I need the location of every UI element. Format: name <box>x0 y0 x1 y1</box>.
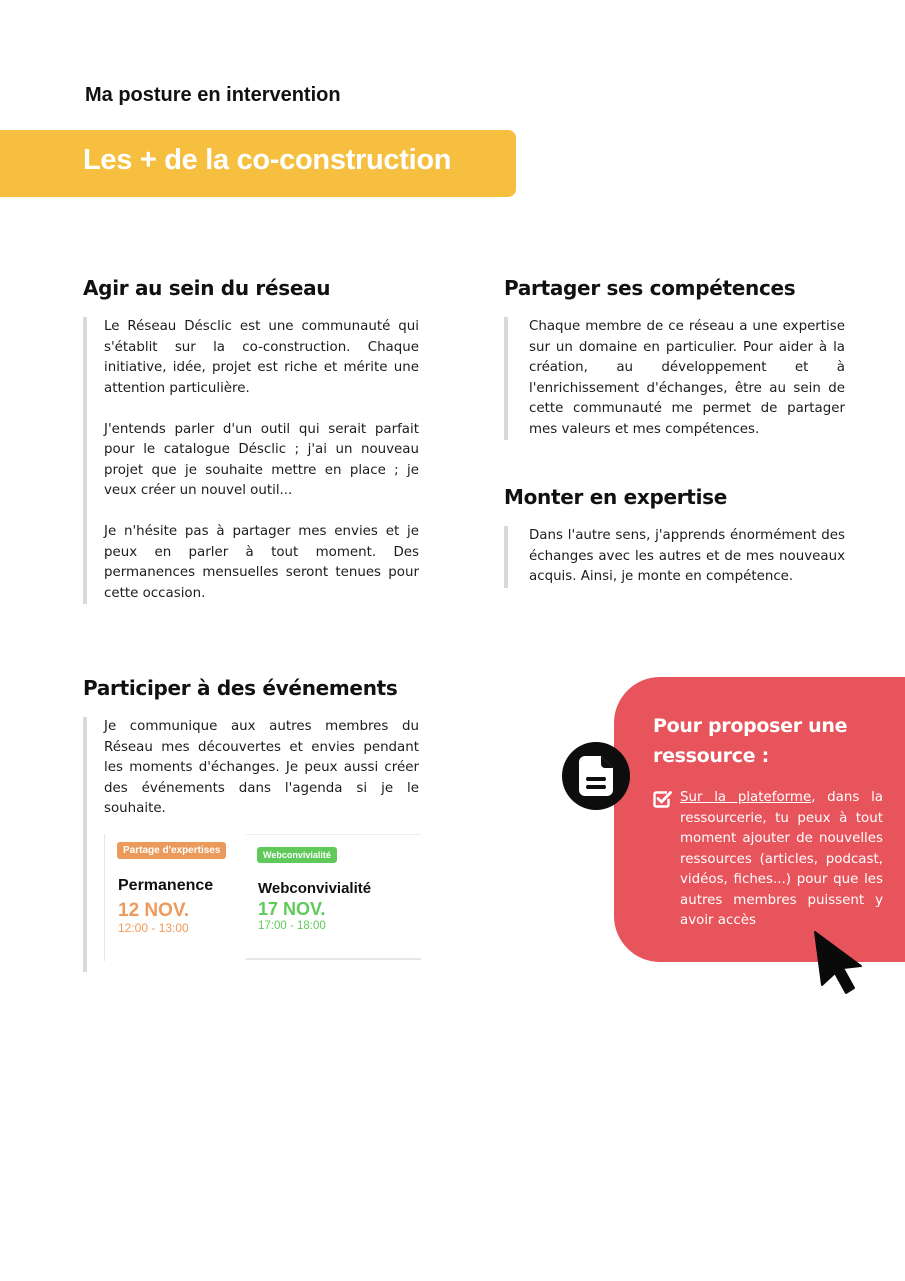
cursor-arrow-icon <box>812 930 864 996</box>
page-title: Les + de la co-construction <box>83 144 452 176</box>
section-partager <box>504 276 845 440</box>
paragraph: Je n'hésite pas à partager mes envies et je peux en parler à tout moment. Des permanences mensuelles seront tenues pour cette occasion. <box>104 524 419 601</box>
section-monter <box>504 485 845 588</box>
event-time: 17:00 - 18:00 <box>258 919 326 932</box>
document-icon <box>579 756 613 796</box>
event-card <box>104 834 249 961</box>
event-date: 12 NOV. <box>118 899 190 921</box>
section-quote <box>504 317 845 440</box>
events-screenshot <box>104 834 421 972</box>
section-heading: Partager ses compétences <box>504 276 796 300</box>
event-name: Webconvivialité <box>258 879 372 897</box>
document-subtitle: Ma posture en intervention <box>85 84 341 106</box>
resource-item <box>653 788 883 932</box>
event-date: 17 NOV. <box>258 898 326 919</box>
resource-heading: Pour proposer une ressource : <box>653 715 848 767</box>
paragraph: J'entends parler d'un outil qui serait parfait pour le catalogue Désclic ; j'ai un nouveau projet que je souhaite mettre en place ; je veux créer un nouvel outil... <box>104 421 419 498</box>
section-quote <box>504 526 845 588</box>
checkbox-checked-icon <box>653 790 672 808</box>
event-name: Permanence <box>118 876 214 894</box>
title-banner <box>0 130 516 197</box>
event-tag: Webconvivialité <box>257 847 337 863</box>
section-heading: Agir au sein du réseau <box>83 276 331 300</box>
paragraph: Je communique aux autres membres du Réseau mes découvertes et envies pendant les moments d'échanges. Je peux aussi créer des événements dans l'agenda si je le souhaite. <box>104 719 419 816</box>
section-heading: Participer à des événements <box>83 676 398 700</box>
paragraph: Le Réseau Désclic est une communauté qui s'établit sur la co-construction. Chaque initiative, idée, projet est riche et mérite une attention particulière. <box>104 319 419 396</box>
paragraph: Dans l'autre sens, j'apprends énormément des échanges avec les autres et de mes nouveaux acquis. Ainsi, je monte en compétence. <box>529 528 845 584</box>
resource-text <box>653 788 883 932</box>
section-heading: Monter en expertise <box>504 485 727 509</box>
event-time: 12:00 - 13:00 <box>118 920 189 935</box>
section-participer <box>83 676 419 972</box>
section-agir <box>83 276 419 604</box>
paragraph: Chaque membre de ce réseau a une expertise sur un domaine en particulier. Pour aider à la création, au développement et à l'enrichissement d'échanges, être au sein de cette communauté me permet de partager mes valeurs et mes compétences. <box>529 319 845 437</box>
platform-link[interactable]: Sur la plateforme <box>680 790 812 805</box>
event-card <box>246 834 421 960</box>
event-tag: Partage d'expertises <box>117 842 226 859</box>
document-badge <box>562 742 630 810</box>
section-quote <box>83 717 419 972</box>
resource-description: , dans la ressourcerie, tu peux à tout moment ajouter de nouvelles ressources (articles, podcast, vidéos, fiches...) pour que les autres membres puissent y avoir accès <box>680 790 883 928</box>
section-quote <box>83 317 419 604</box>
resource-callout <box>614 677 905 962</box>
